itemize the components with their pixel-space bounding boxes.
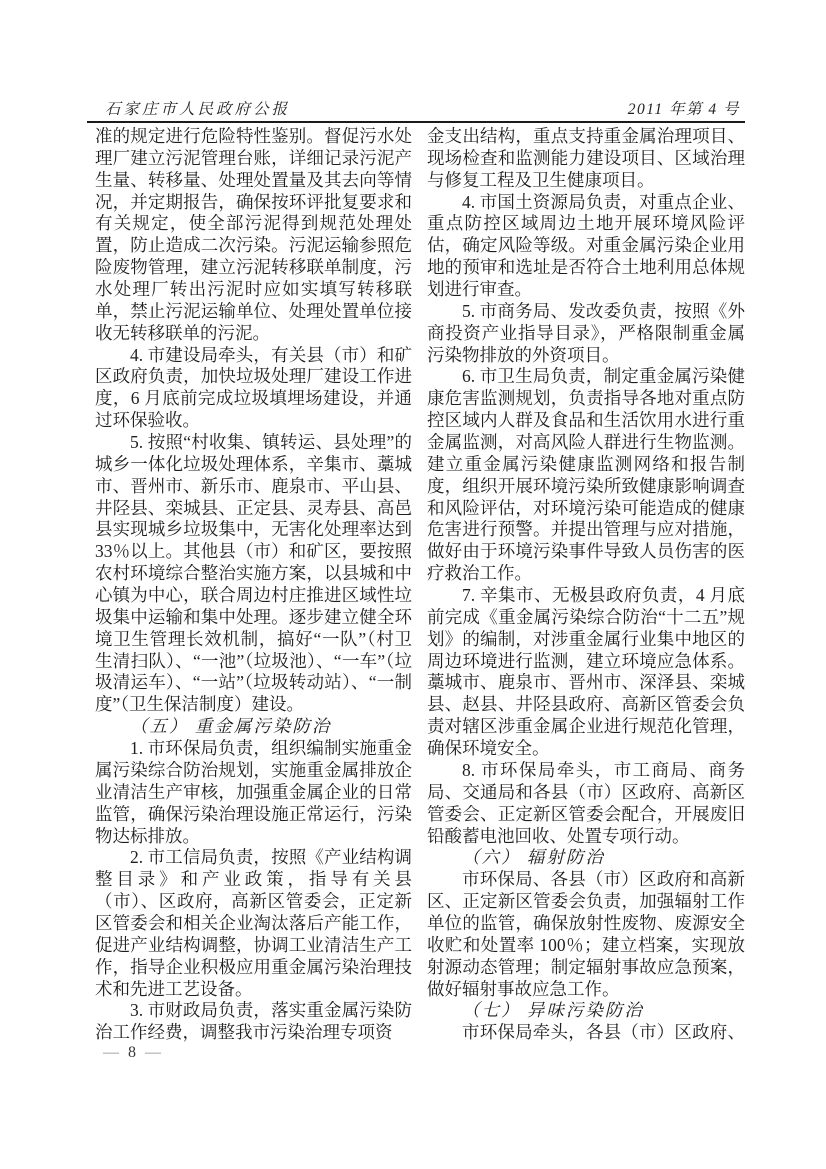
paragraph: 准的规定进行危险特性鉴别。督促污水处理厂建立污泥管理台账，详细记录污泥产生量、转移量、处理处置量及其去向等情况，并定期报告，确保按环评批复要求和有关规定，使全部污泥得到规范处理处置，防止造成二次污染。污泥运输参照危险废物管理，建立污泥转移联单制度，污水处理厂转出污泥时应如实填写转移联单，禁止污泥运输单位、处理处置单位接收无转移联单的污泥。 xyxy=(95,126,412,343)
paragraph: 4. 市国土资源局负责，对重点企业、重点防控区域周边土地开展环境风险评估，确定风险等级。对重金属污染企业用地的预审和选址是否符合土地利用总体规划进行审查。 xyxy=(427,191,745,300)
paragraph: 3. 市财政局负责，落实重金属污染防治工作经费，调整我市污染治理专项资 xyxy=(95,1000,412,1043)
section-heading: （五） 重金属污染防治 xyxy=(130,716,332,737)
section-heading: （六） 辐射防治 xyxy=(462,847,605,868)
paragraph: 1. 市环保局负责，组织编制实施重金属污染综合防治规划，实施重金属排放企业清洁生产审核，加强重金属企业的日常监管，确保污染治理设施正常运行，污染物达标排放。 xyxy=(95,738,412,846)
paragraph: 4. 市建设局牵头，有关县（市）和矿区政府负责，加快垃圾处理厂建设工作进度，6 月底前完成垃圾填埋场建设，并通过环保验收。 xyxy=(95,344,412,431)
page-footer xyxy=(103,1044,161,1062)
page-number: 8 xyxy=(128,1044,136,1061)
paragraph: 市环保局牵头，各县（市）区政府、 xyxy=(462,1022,745,1043)
paragraph: 2. 市工信局负责，按照《产业结构调整目录》和产业政策，指导有关县（市）、区政府，高新区管委会，正定新区管委会和相关企业淘汰落后产能工作，促进产业结构调整，协调工业清洁生产工作，指导企业积极应用重金属污染治理技术和先进工艺设备。 xyxy=(95,847,412,999)
paragraph: 8. 市环保局牵头，市工商局、商务局、交通局和各县（市）区政府、高新区管委会、正定新区管委会配合，开展废旧铅酸蓄电池回收、处置专项行动。 xyxy=(427,759,745,846)
content-columns xyxy=(95,126,745,1044)
issue-label: 2011 年第 4 号 xyxy=(627,101,740,118)
page-number-dash-left: — xyxy=(103,1044,119,1061)
right-column xyxy=(427,126,745,1044)
page-number-dash-right: — xyxy=(145,1044,161,1061)
header-rule xyxy=(87,121,745,123)
paragraph: 5. 按照“村收集、镇转运、县处理”的城乡一体化垃圾处理体系，辛集市、藁城市、晋州市、新乐市、鹿泉市、平山县、井陉县、栾城县、正定县、灵寿县、高邑县实现城乡垃圾集中，无害化处理率达到 33％以上。其他县（市）和矿区，要按照农村环境综合整治实施方案，以县城和中心镇为中心，联合周边村庄推进区域性垃圾集中运输和集中处理。逐步建立健全环境卫生管理长效机制，搞好“一队”（村卫生清扫队）、“一池”（垃圾池）、“一车”（垃圾清运车）、“一站”（垃圾转动站）、“一制度”（卫生保洁制度）建设。 xyxy=(95,432,412,715)
paragraph: 7. 辛集市、无极县政府负责，4 月底前完成《重金属污染综合防治“十二五”规划》的编制，对涉重金属行业集中地区的周边环境进行监测，建立环境应急体系。藁城市、鹿泉市、晋州市、深泽县、栾城县、赵县、井陉县政府、高新区管委会负责对辖区涉重金属企业进行规范化管理，确保环境安全。 xyxy=(427,585,745,759)
gazette-title: 石家庄市人民政府公报 xyxy=(105,101,291,118)
section-heading: （七） 异味污染防治 xyxy=(462,1000,644,1021)
left-column xyxy=(95,126,412,1044)
paragraph: 6. 市卫生局负责，制定重金属污染健康危害监测规划，负责指导各地对重点防控区域内人群及食品和生活饮用水进行重金属监测，对高风险人群进行生物监测。建立重金属污染健康监测网络和报告制度，组织开展环境污染所致健康影响调查和风险评估，对环境污染可能造成的健康危害进行预警。并提出管理与应对措施，做好由于环境污染事件导致人员伤害的医疗救治工作。 xyxy=(427,366,745,584)
paragraph: 金支出结构，重点支持重金属治理项目、现场检查和监测能力建设项目、区域治理与修复工程及卫生健康项目。 xyxy=(427,126,745,190)
paragraph: 市环保局、各县（市）区政府和高新区、正定新区管委会负责，加强辐射工作单位的监管，确保放射性废物、废源安全收贮和处置率 100％；建立档案，实现放射源动态管理；制定辐射事故应急预案，做好辐射事故应急工作。 xyxy=(427,869,745,999)
paragraph: 5. 市商务局、发改委负责，按照《外商投资产业指导目录》，严格限制重金属污染物排放的外资项目。 xyxy=(427,300,745,365)
page-header xyxy=(105,97,740,119)
